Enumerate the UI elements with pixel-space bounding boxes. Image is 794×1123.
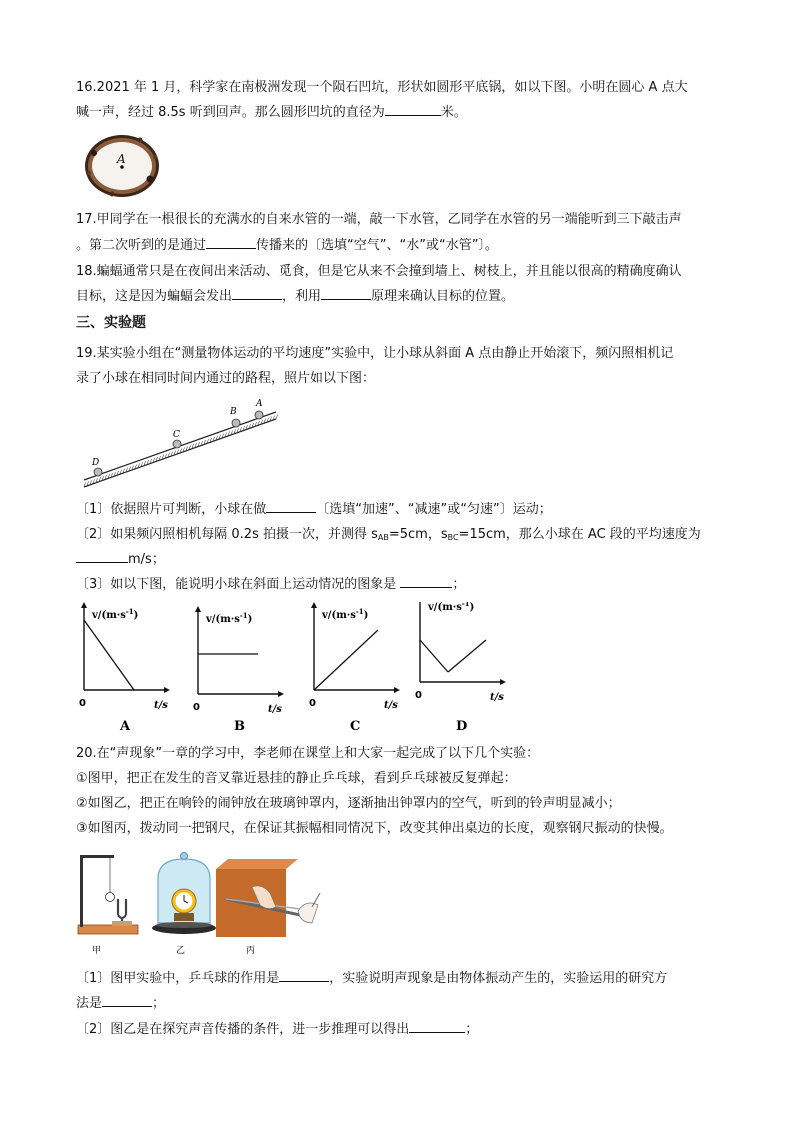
answer-blank[interactable] — [409, 1018, 465, 1033]
q18-line1: 18.蝙蝠通常只是在夜间出来活动、觅食，但是它从来不会撞到墙上、树枝上，并且能以很高的精确度确认 — [76, 264, 682, 279]
graph-origin: 0 — [193, 702, 200, 713]
q20-sub1-cont: 法是 ； — [76, 991, 722, 1016]
graph-axis-label: $v/(m\cdot s^{-1})$ — [206, 611, 253, 625]
q20-figures — [76, 849, 326, 959]
q20-item1: ①图甲，把正在发生的音叉靠近悬挂的静止乒乓球，看到乒乓球被反复弹起： — [76, 771, 517, 786]
answer-blank[interactable] — [400, 573, 452, 588]
graph-time-label: t/s — [268, 704, 282, 715]
answer-blank[interactable] — [279, 967, 329, 982]
graph-line — [420, 640, 448, 672]
point-label-c: C — [173, 430, 180, 440]
q17-line2: 。第二次听到的是通过 传播来的〔选填“空气”、“水”或“水管”〕。 — [76, 233, 722, 258]
q19-line1: 19.某实验小组在“测量物体运动的平均速度”实验中，让小球从斜面 A 点由静止开始滚下，频闪照相机记 — [76, 346, 674, 361]
q20-item2: ②如图乙，把正在响铃的闹钟放在玻璃钟罩内，逐渐抽出钟罩内的空气，听到的铃声明显减小； — [76, 796, 621, 811]
graph-line — [448, 640, 486, 672]
q19-sub2-cont: m/s； — [76, 547, 722, 572]
graph-time-label: t/s — [490, 692, 504, 703]
graph-origin: 0 — [79, 698, 86, 709]
graph-option-label: B — [234, 719, 245, 734]
section-heading: 三、实验题 — [76, 315, 146, 331]
q18-line2: 目标，这是因为蝙蝠会发出 ，利用 原理来确认目标的位置。 — [76, 284, 722, 309]
q16-line2: 喊一声，经过 8.5s 听到回声。那么圆形凹坑的直径为 米。 — [76, 100, 722, 125]
graph-origin: 0 — [309, 698, 316, 709]
crater-point-label: A — [117, 152, 126, 166]
point-label-a: A — [256, 399, 263, 409]
figure-label-bing: 丙 — [246, 946, 256, 956]
q19-sub1: 〔1〕依据照片可判断，小球在做 〔选填“加速”、“减速”或“匀速”〕运动； — [76, 497, 722, 522]
answer-blank[interactable] — [206, 234, 256, 249]
graph-origin: 0 — [415, 690, 422, 701]
answer-blank[interactable] — [385, 101, 441, 116]
q20-sub1: 〔1〕图甲实验中，乒乓球的作用是 ，实验说明声现象是由物体振动产生的，实验运用的研究方 — [76, 966, 722, 991]
graph-axis-label: $v/(m\cdot s^{-1})$ — [428, 602, 475, 613]
q20-line1: 20.在“声现象”一章的学习中，李老师在课堂上和大家一起完成了以下几个实验： — [76, 746, 540, 761]
crater-figure — [82, 133, 162, 199]
answer-blank[interactable] — [232, 285, 282, 300]
q20-sub2: 〔2〕图乙是在探究声音传播的条件，进一步推理可以得出 ； — [76, 1017, 722, 1042]
figure-label-yi: 乙 — [176, 946, 186, 956]
graph-time-label: t/s — [384, 700, 398, 711]
graph-axis-label: $v/(m\cdot s^{-1})$ — [322, 607, 369, 621]
q19-sub3: 〔3〕如以下图，能说明小球在斜面上运动情况的图象是 ； — [76, 572, 722, 597]
q19-line2: 录了小球在相同时间内通过的路程，照片如以下图： — [76, 371, 376, 386]
figure-label-jia: 甲 — [92, 946, 102, 956]
answer-blank[interactable] — [266, 498, 316, 513]
graph-axis-label: $v/(m\cdot s^{-1})$ — [92, 607, 139, 621]
graph-option-label: D — [456, 719, 468, 734]
answer-blank[interactable] — [321, 285, 371, 300]
answer-blank[interactable] — [76, 548, 128, 563]
answer-blank[interactable] — [102, 992, 152, 1007]
graph-line — [314, 630, 378, 690]
vt-graphs — [76, 602, 516, 734]
graph-line — [84, 620, 134, 690]
q16-line1: 16.2021 年 1 月，科学家在南极洲发现一个陨石凹坑，形状如圆形平底锅，如以下图。小明在圆心 A 点大 — [76, 80, 688, 95]
incline-figure — [80, 392, 280, 492]
point-label-b: B — [230, 407, 237, 417]
q17-line1: 17.甲同学在一根很长的充满水的自来水管的一端，敲一下水管，乙同学在水管的另一端能听到三下敲击声 — [76, 212, 682, 227]
point-label-d: D — [92, 458, 100, 468]
graph-option-label: A — [120, 719, 131, 734]
graph-time-label: t/s — [154, 700, 168, 711]
q19-sub2: 〔2〕如果频闪照相机每隔 0.2s 拍摄一次，并测得 $s_{AB}=5cm$，$s_{BC}=15cm$，那么小球在 AC 段的平均速度为 — [76, 527, 701, 542]
graph-option-label: C — [350, 719, 361, 734]
q20-item3: ③如图丙，拨动同一把钢尺，在保证其振幅相同情况下，改变其伸出桌边的长度，观察钢尺振动的快慢。 — [76, 821, 673, 836]
